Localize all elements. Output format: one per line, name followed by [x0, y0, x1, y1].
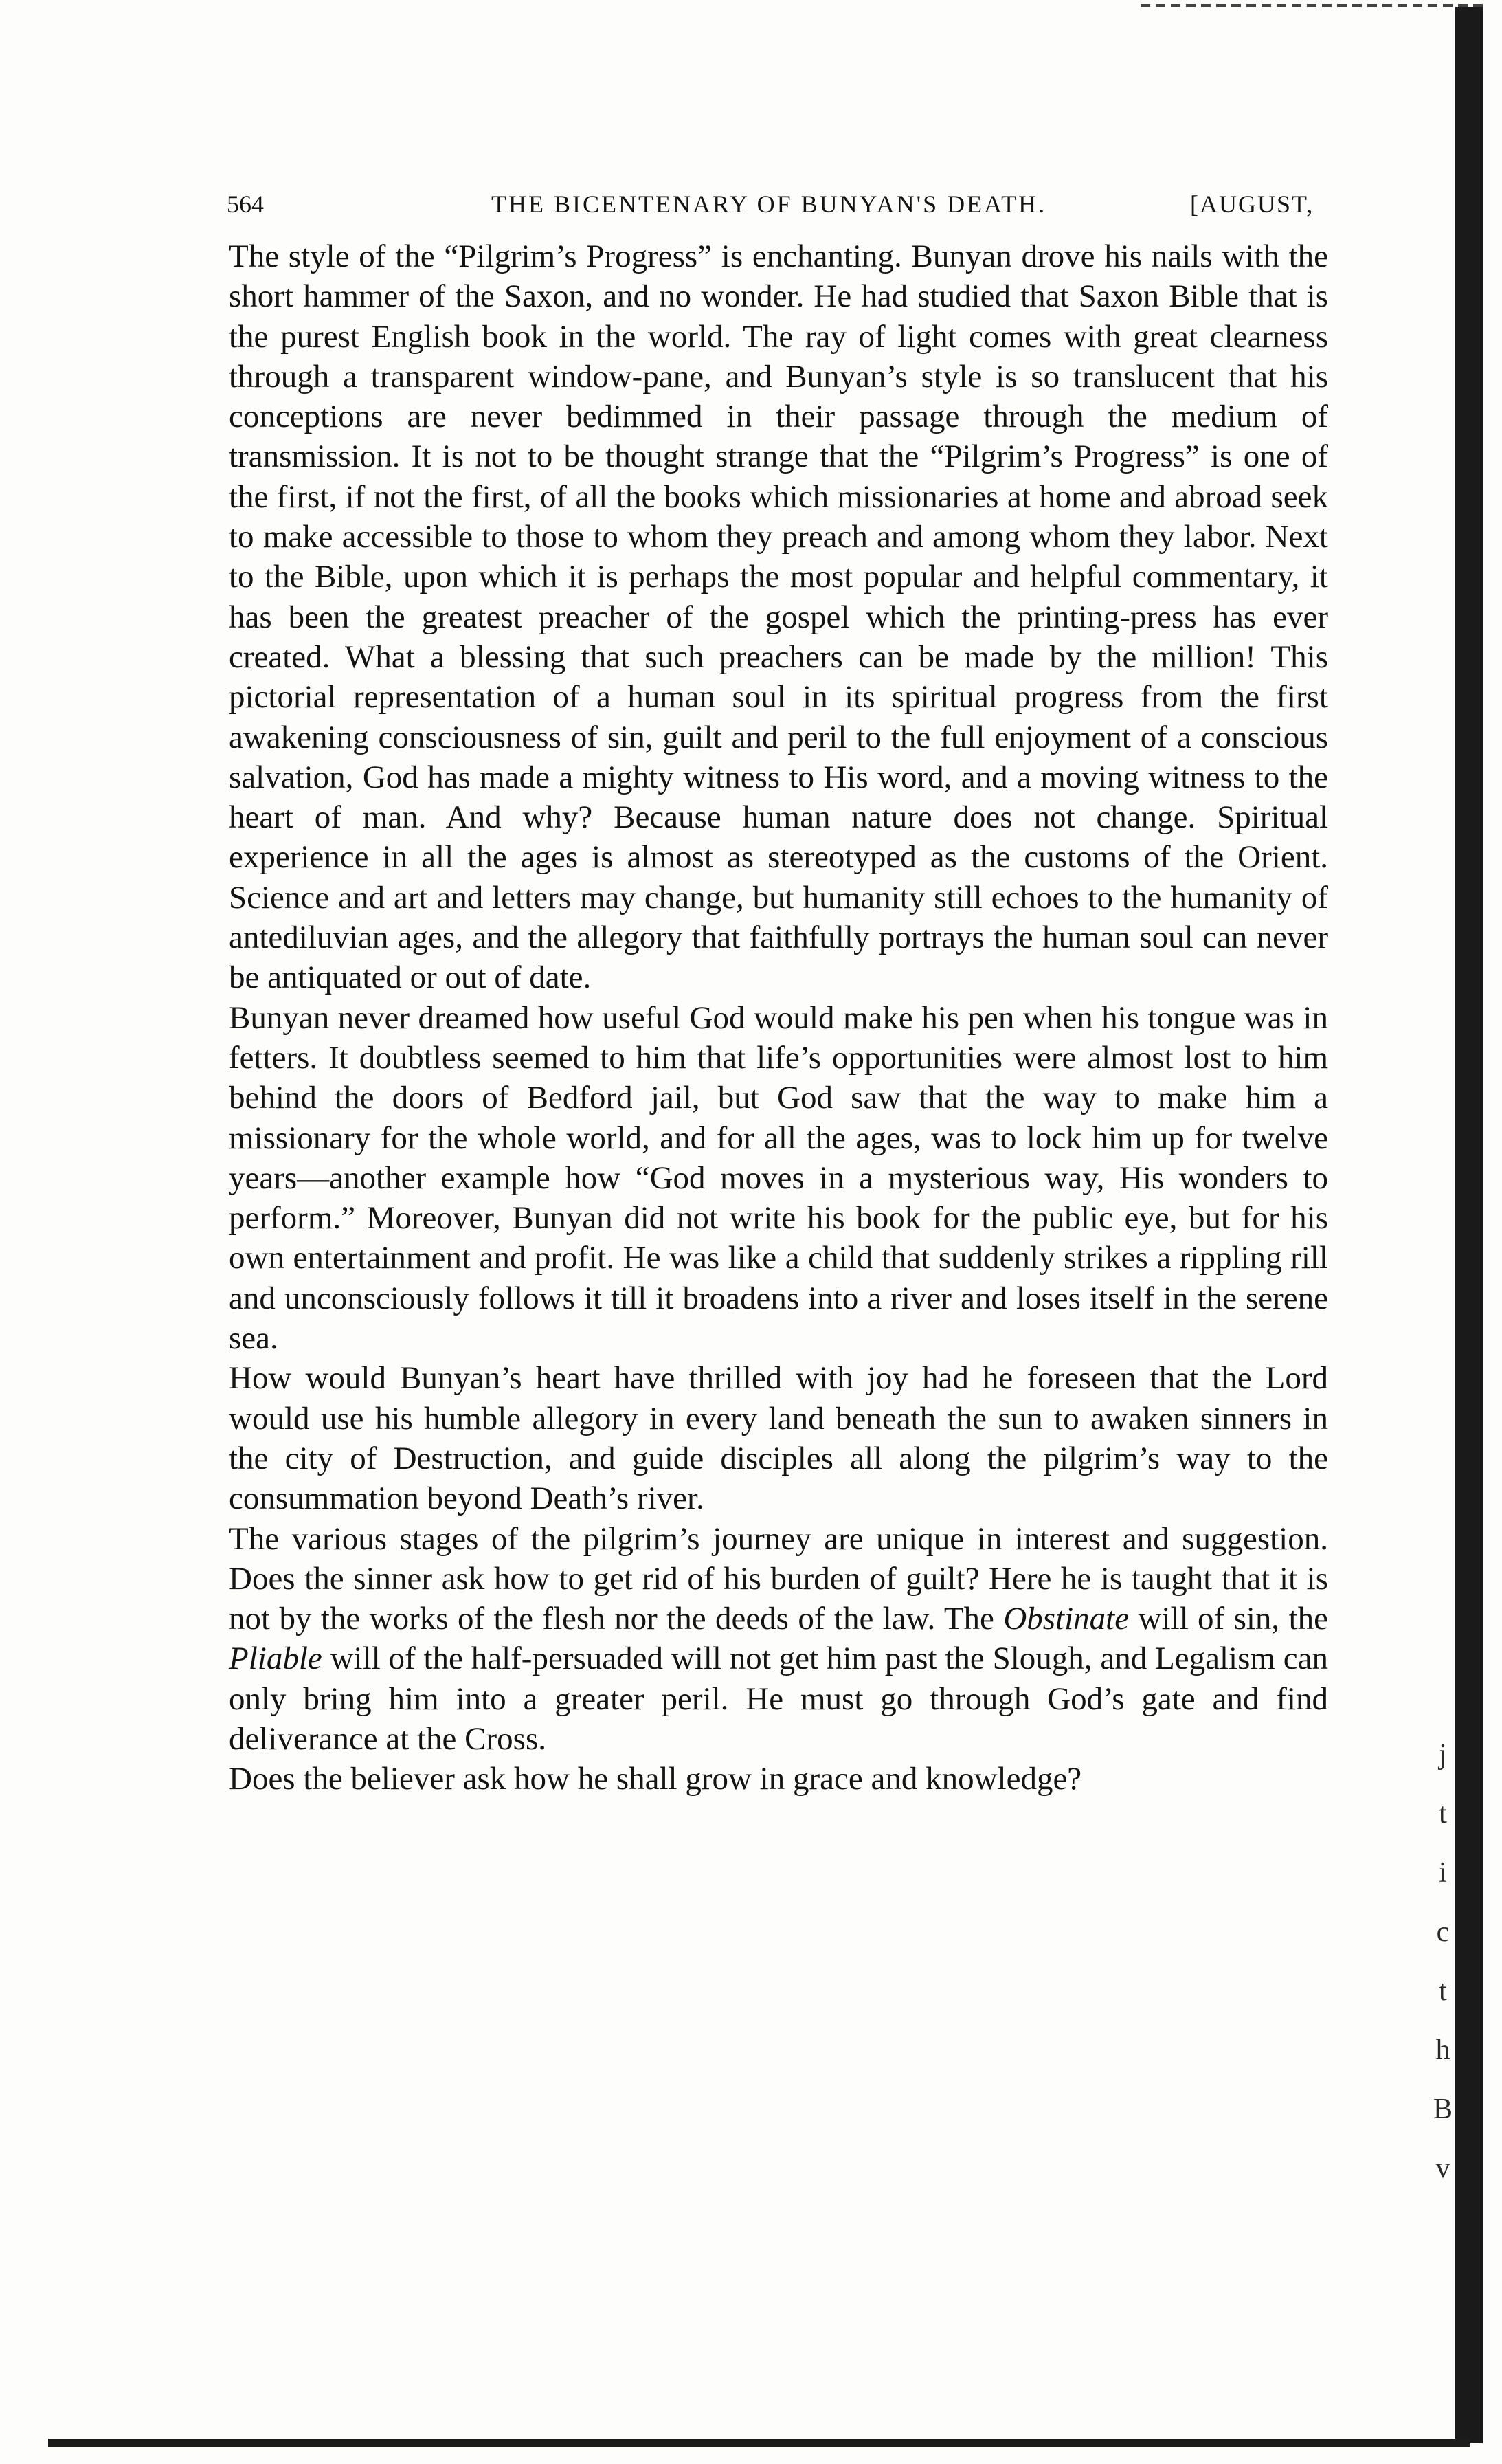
article-body: [229, 236, 1328, 1799]
paragraph-3: [229, 1358, 1328, 1518]
text-run: Bunyan never dreamed how useful God would make his pen when his tongue was in fetters. It doubtless seemed to him that life’s opportunities were almost lost to him behind the doors of Bedford jail, but God saw that the way to make him a missionary for the whole world, and for all the ages, was to lock him up for twelve years—another example how “God moves in a mysterious way, His wonders to perform.” Moreover, Bunyan did not write his book for the public eye, but for his own entertainment and profit. He was like a child that suddenly strikes a rippling rill and unconsciously follows it till it broadens into a river and loses itself in the serene sea.: [229, 999, 1328, 1357]
bottom-edge: [48, 2439, 1470, 2447]
page-edge-top: [1141, 4, 1484, 7]
margin-fragment: t: [1439, 1798, 1447, 1830]
running-title: THE BICENTENARY OF BUNYAN'S DEATH.: [491, 190, 1047, 218]
margin-fragment: B: [1433, 2094, 1453, 2125]
text-run: will of sin, the: [1129, 1601, 1328, 1637]
margin-fragment: c: [1436, 1916, 1450, 1948]
italic-term: Obstinate: [1003, 1601, 1130, 1637]
paragraph-2: [229, 998, 1328, 1359]
text-run: will of the half-persuaded will not get him past the Slough, and Legalism can only bring him into a greater peril. He must go through God’s gate and find deliverance at the Cross.: [229, 1641, 1328, 1757]
text-run: Does the believer ask how he shall grow in grace and knowledge?: [229, 1761, 1082, 1797]
binding-edge: [1455, 7, 1483, 2443]
paragraph-1: [229, 236, 1328, 998]
text-run: The style of the “Pilgrim’s Progress” is enchanting. Bunyan drove his nails with the short hammer of the Saxon, and no wonder. He had studied that Saxon Bible that is the purest English book in the world. The ray of light comes with great clearness through a transparent window-pane, and Bunyan’s style is so translucent that his conceptions are never bedimmed in their passage through the medium of transmission. It is not to be thought strange that the “Pilgrim’s Progress” is one of the first, if not the first, of all the books which missionaries at home and abroad seek to make accessible to those to whom they preach and among whom they labor. Next to the Bible, upon which it is perhaps the most popular and helpful commentary, it has been the greatest preacher of the gospel which the printing-press has ever created. What a blessing that such preachers can be made by the million! This pictorial representation of a human soul in its spiritual progress from the first awakening consciousness of sin, guilt and peril to the full enjoyment of a conscious salvation, God has made a mighty witness to His word, and a moving witness to the heart of man. And why? Because human nature does not change. Spiritual experience in all the ages is almost as stereotyped as the customs of the Orient. Science and art and letters may change, but humanity still echoes to the humanity of antediluvian ages, and the allegory that faithfully portrays the human soul can never be antiquated or out of date.: [229, 238, 1328, 996]
margin-fragment: h: [1435, 2034, 1450, 2066]
margin-fragment: i: [1439, 1857, 1447, 1889]
text-run: The various stages of the pilgrim’s journey are unique in interest and suggestion. Does the sinner ask how to get rid of his burden of guilt? Here he is taught that it is not by the works of the flesh nor the deeds of the law. The: [229, 1520, 1328, 1637]
header-month: [AUGUST,: [1190, 190, 1314, 218]
margin-fragment: j: [1439, 1739, 1447, 1771]
italic-term: Pliable: [229, 1641, 322, 1677]
margin-fragment: v: [1435, 2153, 1450, 2184]
paragraph-4: [229, 1519, 1328, 1760]
running-header: [227, 187, 1326, 221]
margin-fragment: t: [1439, 1975, 1447, 2007]
facing-page-fragments: [1429, 1725, 1457, 2198]
page-number: 564: [227, 190, 264, 218]
paragraph-5: [229, 1759, 1328, 1799]
text-run: How would Bunyan’s heart have thrilled with joy had he foreseen that the Lord would use his humble allegory in every land beneath the sun to awaken sinners in the city of Destruction, and guide disciples all along the pilgrim’s way to the consummation beyond Death’s river.: [229, 1360, 1328, 1517]
